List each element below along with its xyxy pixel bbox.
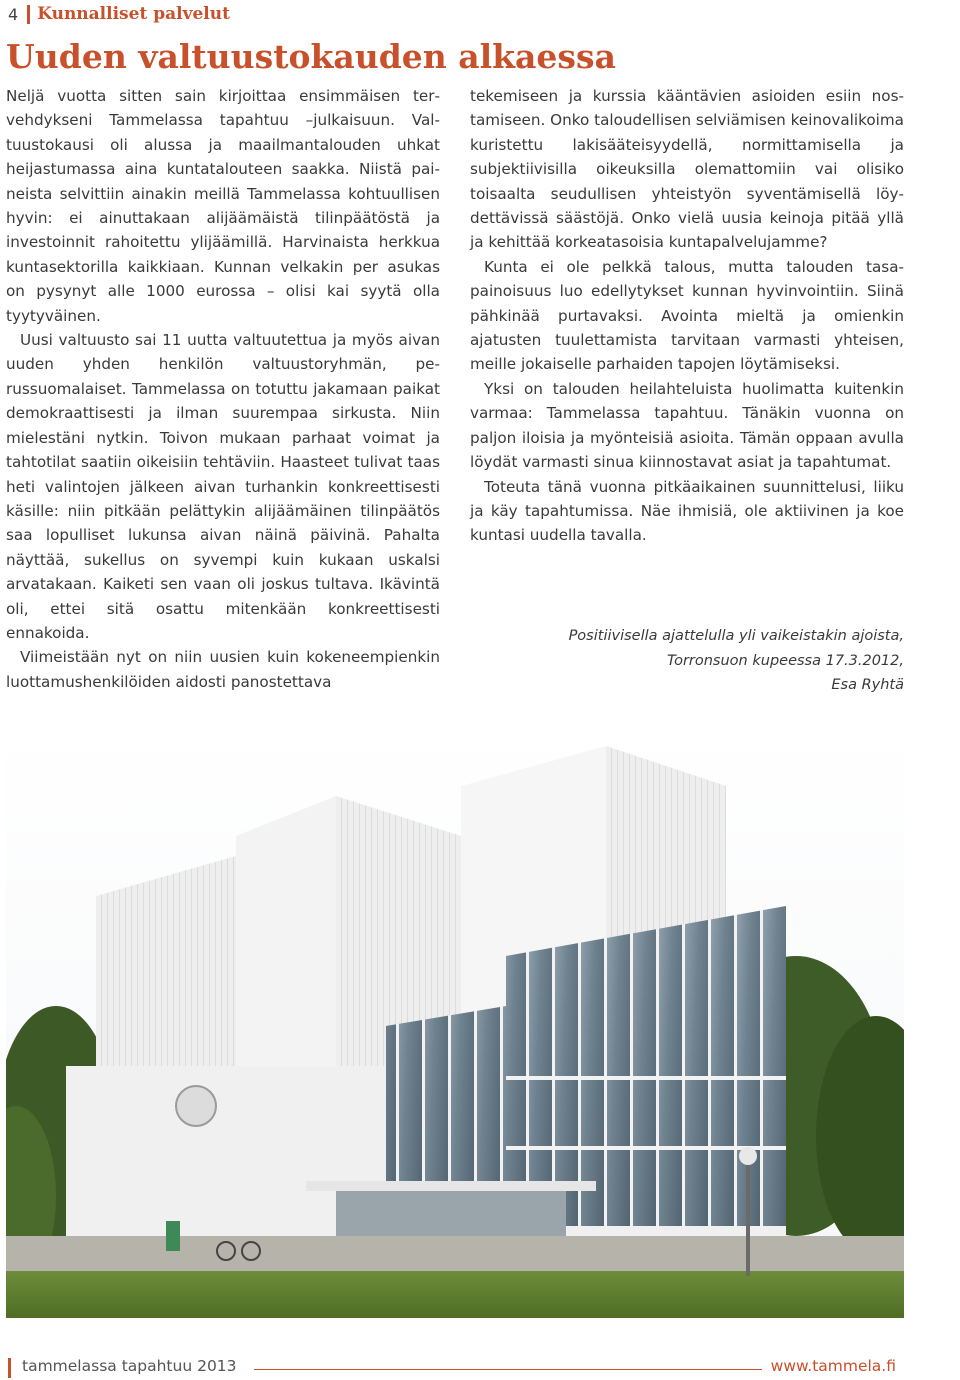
signature-name: Esa Ryhtä (831, 677, 904, 694)
publication-name: tammelassa tapahtuu 2013 (22, 1357, 237, 1375)
article-paragraph: tekemiseen ja kurssia kääntävien asioiden esiin nostamiseen. Onko taloudellisen selviämisen keinovalikoima kuristettu lakisääteisyydellä, normittamisella ja subjektiivisilla oikeuksilla olemattomiin vai olisiko toisaalta seudullisen yhteistyön syventämisellä löydettävissä säästöjä. Onko vielä uusia keinoja pitää yllä ja kehittää korkeatasoisia kuntapalvelujamme? (470, 87, 904, 252)
website-link[interactable]: www.tammela.fi (770, 1357, 896, 1375)
page-footer (8, 1352, 896, 1380)
article-paragraph: Toteuta tänä vuonna pitkäaikainen suunnittelusi, liiku ja käy tapahtumissa. Näe ihmisiä, ole aktiivinen ja koe kuntasi uudella tavalla. (470, 477, 904, 545)
article-paragraph: Viimeistään nyt on niin uusien kuin kokeneempienkin luottamushenkilöiden aidosti panostettava (6, 648, 440, 691)
signature-line: Positiivisella ajattelulla yli vaikeistakin ajoista, (568, 628, 904, 644)
article-column-right (470, 84, 904, 548)
header-divider (27, 5, 30, 24)
article-paragraph: Neljä vuotta sitten sain kirjoittaa ensimmäisen tervehdykseni Tammelassa tapahtuu –julkaisuun. Valtuustokausi oli alussa ja maailmantalouden uhkat heijastumassa aina kuntatalouteen saakka. Niistä paineista selvittiin ainakin meillä Tammelassa kohtuullisen hyvin: ei ainuttakaan alijäämäistä tilinpäätöstä ja investoinnit rahoitettu ylijäämillä. Harvinaista herkkua kuntasektorilla kaikkiaan. Kunnan velkakin per asukas on pysynyt alle 1000 eurossa – olisi kai syytä olla tyytyväinen. (6, 87, 440, 325)
page-header (8, 2, 230, 26)
footer-rule (254, 1369, 762, 1370)
signature-line: Torronsuon kupeessa 17.3.2012, (667, 652, 904, 669)
article-column-left (6, 84, 440, 694)
footer-divider (8, 1358, 11, 1378)
article-paragraph: Kunta ei ole pelkkä talous, mutta talouden tasapainoisuus luo edellytykset kunnan hyvinvointiin. Siinä pähkinää purtavaksi. Avointa mieltä ja omienkin ajatusten tuulettamista tarvitaan varmasti yhteisen, meille jokaiselle parhaiden tapojen löytämiseksi. (470, 257, 904, 374)
signature-block (470, 624, 904, 698)
article-title: Uuden valtuustokauden alkaessa (6, 37, 616, 76)
article-paragraph: Yksi on talouden heilahteluista huolimatta kuitenkin varmaa: Tammelassa tapahtuu. Tänäkin vuonna on paljon iloisia ja myönteisiä asioita. Tämän oppaan avulla löydät varmasti sinua kiinnostavat asiat ja tapahtumat. (470, 379, 904, 472)
page-number: 4 (8, 4, 19, 24)
town-hall-photo (6, 726, 904, 1318)
article-paragraph: Uusi valtuusto sai 11 uutta valtuutettua ja myös aivan uuden yhden henkilön valtuustoryhmän, perussuomalaiset. Tammelassa on totuttu jakamaan paikat demokraattisesti ja ilman suurempaa sirkusta. Niin mielestäni nytkin. Toivon mukaan parhaat voimat ja tahtotilat saatiin oikeisiin tehtäviin. Haasteet tulivat taas heti valintojen jälkeen aivan turhankin konkreettisesti käsille: niin pitkään pelättykin alijäämäinen tilinpäätös saa lopulliset lukunsa aivan näinä päivinä. Pahalta näyttää, sukellus on syvempi kuin kukaan uskalsi arvatakaan. Kaiketi sen vaan oli joskus tultava. Ikävintä oli, ettei sitä osattu mitenkään konkreettisesti ennakoida. (6, 331, 440, 642)
section-title: Kunnalliset palvelut (37, 4, 230, 24)
